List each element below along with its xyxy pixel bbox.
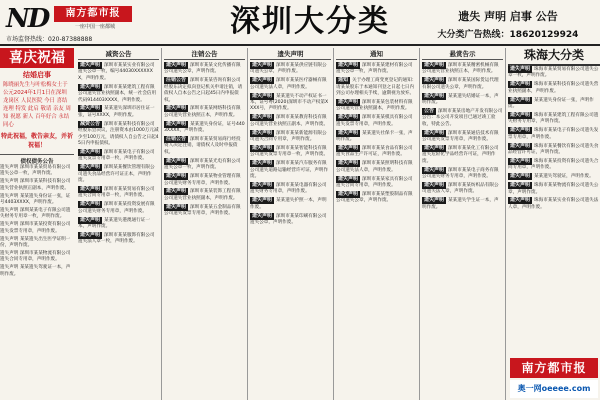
ad-tag: 公告 bbox=[424, 107, 435, 114]
classified-ad bbox=[422, 197, 503, 211]
ad-tag: 遗失声明 bbox=[252, 114, 273, 121]
classified-ad bbox=[164, 136, 245, 156]
ad-tag: 遗失声明 bbox=[252, 92, 273, 99]
ad-text: 某某遗失不动产权证书一本，证号粤(2020)深圳市不动产权第XXXX号，声明作废。 bbox=[250, 93, 329, 112]
ad-text: 某某遗失护照一本，声明作废。 bbox=[250, 198, 327, 210]
classified-ad bbox=[78, 149, 159, 163]
column-body bbox=[78, 62, 159, 246]
column-head: 减资公告 bbox=[78, 48, 159, 60]
zhuhai-title: 珠海大分类 bbox=[508, 48, 600, 66]
classified-ad bbox=[508, 66, 600, 80]
ad-tag: 遗失声明 bbox=[166, 157, 187, 164]
ad-tag: 遗失声明 bbox=[424, 144, 445, 151]
ad-text: 珠海市某某物流有限公司遗失公章，声明作废。 bbox=[508, 183, 599, 195]
ad-hotline: 大分类广告热线：18620129924 bbox=[437, 30, 579, 40]
ad-tag: 遗失声明 bbox=[510, 142, 531, 149]
ad-text: 深圳市某某通信技术有限公司遗失发票专用章，声明作废。 bbox=[422, 130, 499, 143]
ad-tag: 遗失声明 bbox=[510, 81, 531, 88]
ad-tag: 遗失声明 bbox=[80, 148, 101, 155]
logo-mark: ND bbox=[6, 4, 49, 34]
ad-tag: 遗失声明 bbox=[510, 111, 531, 118]
ad-text: 深圳市某某光电有限公司遗失公章一枚，声明作废。 bbox=[164, 158, 241, 171]
ad-text: 深圳市某某供应链有限公司遗失公章，声明作废。 bbox=[250, 63, 327, 75]
ad-text: 珠海市某某贸易有限公司遗失公章一枚，声明作废。 bbox=[508, 67, 599, 79]
classified-ad bbox=[422, 93, 503, 107]
classified-ad bbox=[78, 201, 159, 215]
classified-ad bbox=[336, 191, 417, 205]
classified-ad bbox=[336, 130, 417, 144]
ad-tag: 遗失声明 bbox=[252, 129, 273, 136]
ad-text: 深圳市某某文化传播有限公司遗失公章，声明作废。 bbox=[164, 63, 241, 75]
ad-text: 某某遗失结婚证一本，声明作废。 bbox=[422, 93, 499, 106]
classified-ad bbox=[164, 158, 245, 172]
ad-tag: 遗失声明 bbox=[338, 114, 359, 121]
ad-tag: 遗失声明 bbox=[252, 197, 273, 204]
classified-ad: 遗失声明 深圳市某某科技有限公司遗失营业执照正副本，声明作废。 bbox=[0, 179, 71, 191]
zhuhai-column bbox=[508, 48, 600, 400]
ad-tag: 遗失声明 bbox=[80, 185, 101, 192]
logo-tagline: 一座中国一座都城 bbox=[74, 24, 115, 30]
ad-tag: 遗失声明 bbox=[252, 62, 273, 68]
ad-text: 深圳市某某房地产开发有限公司公告：本公司开发项目已通过竣工验收，特此公告。 bbox=[422, 108, 503, 127]
ad-text: 某某遗失身份证一张，声明作废。 bbox=[508, 97, 594, 110]
ad-tag: 通知 bbox=[338, 77, 349, 84]
ad-tag: 遗失声明 bbox=[80, 164, 101, 171]
classified-ad bbox=[508, 112, 600, 126]
column-body bbox=[250, 62, 331, 226]
ad-text: 珠海市某某实业有限公司遗失法人章，声明作废。 bbox=[508, 198, 599, 210]
ad-tag: 遗失声明 bbox=[424, 129, 445, 136]
classified-ad bbox=[508, 158, 600, 172]
classified-ad bbox=[250, 213, 331, 227]
page-title: 深圳大分类 bbox=[230, 4, 390, 39]
hotline-left: 市场监督热线：020-87388888 bbox=[6, 36, 93, 43]
ad-text: 深圳市某某网络科技有限公司遗失营业执照正本，声明作废。 bbox=[164, 106, 241, 118]
ad-tag: 遗失声明 bbox=[252, 77, 273, 84]
ad-text: 深圳市某某食品有限公司遗失食品生产许可证，声明作废。 bbox=[336, 145, 413, 158]
masthead bbox=[0, 0, 600, 42]
ad-text: 深圳市某某照明科技有限公司遗失法人章，声明作废。 bbox=[336, 161, 413, 173]
ad-tag: 遗失声明 bbox=[338, 129, 359, 136]
ad-text: 深圳市某某教育科技有限公司遗失营业执照正副本，声明作废。 bbox=[250, 115, 329, 127]
ad-text: 深圳市某某建筑工程有限公司遗失营业执照副本，统一社会信用代码914403XXXX，声明作废。 bbox=[78, 84, 157, 103]
ad-text: 珠海市某某餐饮有限公司遗失食品经营许可证，声明作废。 bbox=[508, 143, 599, 155]
ad-text: 深圳市某某新能源有限公司遗失合同专用章，声明作废。 bbox=[250, 130, 327, 143]
ad-tag: 遗失声明 bbox=[338, 160, 359, 167]
ad-tag: 减资公告 bbox=[80, 120, 101, 127]
classified-ad: 遗失声明 某某遗失身份证一张，证号4403XXXX，声明作废。 bbox=[0, 193, 71, 206]
classified-ad: 遗失声明 深圳市某某物流有限公司遗失合同专用章，声明作废。 bbox=[0, 250, 71, 263]
classified-ad: 遗失声明 某某遗失驾驶证一本，声明作废。 bbox=[0, 265, 71, 277]
classified-ad bbox=[250, 197, 331, 211]
classified-ad: 遗失声明 深圳某某电子有限公司遗失财务专用章一枚，声明作废。 bbox=[0, 207, 71, 220]
title-right-line1: 遗失 声明 启事 公告 bbox=[458, 10, 558, 23]
ad-text: 深圳市某某五金制品有限公司遗失发票专用章，声明作废。 bbox=[164, 204, 241, 217]
ad-tag: 遗失声明 bbox=[424, 92, 445, 99]
classified-ad bbox=[422, 182, 503, 196]
ad-text: 深圳市某某贸易有限公司遗失合同专用章一枚，声明作废。 bbox=[78, 186, 155, 199]
footer-url[interactable]: 奥一网oeeee.com bbox=[510, 380, 598, 398]
ad-text: 深圳市某某汽车服务有限公司遗失道路运输经营许可证，声明作废。 bbox=[250, 161, 329, 180]
ad-text: 某某遗失深圳市居住证一张，证号XXXX，声明作废。 bbox=[78, 106, 155, 118]
classified-ad: 遗失声明 某某遗失出生医学证明一份，声明作废。 bbox=[0, 236, 71, 248]
classified-ad bbox=[508, 182, 600, 196]
ad-text: 深圳市某某电子商务有限公司遗失财务专用章，声明作废。 bbox=[422, 167, 499, 180]
classified-ad bbox=[508, 97, 600, 111]
ad-tag: 注销公告 bbox=[166, 136, 187, 143]
ad-tag: 遗失声明 bbox=[510, 66, 531, 72]
ad-text: 深圳市某某实业有限公司遗失公章一枚，编号44030XXXXXXX，声明作废。 bbox=[78, 63, 155, 81]
title-right bbox=[420, 8, 596, 40]
classified-ad bbox=[336, 160, 417, 174]
ad-text: 深圳某某餐饮管理有限公司遗失食品经营许可证正本，声明作废。 bbox=[78, 165, 155, 183]
column-body bbox=[422, 62, 503, 211]
classified-ad: 遗失声明 深圳市某某贸易有限公司遗失公章一枚，声明作废。 bbox=[0, 165, 71, 177]
ad-column-4 bbox=[334, 48, 420, 400]
classified-ad bbox=[78, 217, 159, 231]
ad-text: 某某遗失学生证一本，声明作废。 bbox=[422, 198, 499, 210]
classified-ad bbox=[336, 99, 417, 113]
ad-text: 深圳市某某科技有限公司经股东会决议，注册资本由1000万元减少至100万元，请债权人自公告之日起45日内申报债权。 bbox=[78, 121, 159, 146]
ad-text: 珠海市某某电子有限公司遗失发票专用章，声明作废。 bbox=[508, 128, 599, 140]
ad-column-3 bbox=[248, 48, 334, 400]
classified-ad bbox=[422, 62, 503, 76]
ad-text: 深圳市某某咨询有限公司经股东决定拟向登记机关申请注销，请债权人自本公告之日起45日内申报债权。 bbox=[164, 78, 243, 103]
ad-tag: 遗失声明 bbox=[338, 62, 359, 68]
classified-ad bbox=[250, 182, 331, 196]
ad-text: 深圳市某某物业管理有限公司遗失财务专用章，声明作废。 bbox=[164, 174, 241, 186]
ad-tag: 遗失声明 bbox=[166, 203, 187, 210]
ad-tag: 遗失声明 bbox=[510, 197, 531, 204]
ad-text: 深圳市某某投资发展有限公司遗失财务专用章，声明作废。 bbox=[78, 202, 155, 214]
classified-ad bbox=[164, 77, 245, 104]
ad-text: 深圳市某某电子有限公司遗失发票专用章一枚，声明作废。 bbox=[78, 149, 155, 162]
column-head: 遗失声明 bbox=[250, 48, 331, 60]
ad-text: 深圳市某某包装材料有限公司遗失营业执照副本，声明作废。 bbox=[336, 100, 413, 112]
classified-ad bbox=[508, 127, 600, 141]
ad-tag: 遗失声明 bbox=[510, 157, 531, 164]
classified-ad bbox=[336, 114, 417, 128]
celebration-column bbox=[0, 48, 74, 400]
ad-text: 深圳市某某建材有限公司遗失公章一枚，声明作废。 bbox=[336, 63, 413, 75]
ad-tag: 遗失声明 bbox=[510, 127, 531, 134]
classified-ad bbox=[78, 84, 159, 104]
classified-ad bbox=[336, 77, 417, 97]
ad-tag: 遗失声明 bbox=[510, 96, 531, 103]
ad-tag: 遗失声明 bbox=[166, 173, 187, 180]
classified-ad bbox=[422, 145, 503, 165]
ad-text: 深圳市某某服饰有限公司遗失法人章一枚，声明作废。 bbox=[78, 232, 155, 245]
ad-tag: 遗失声明 bbox=[424, 197, 445, 204]
ad-text: 深圳市某某模具有限公司遗失发票专用章，声明作废。 bbox=[336, 115, 413, 127]
ad-tag: 遗失声明 bbox=[80, 83, 101, 90]
classified-ad bbox=[164, 62, 245, 76]
classified-ad bbox=[422, 108, 503, 128]
ad-tag: 遗失声明 bbox=[510, 173, 531, 180]
ad-text: 深圳市某某化工有限公司遗失危险化学品经营许可证，声明作废。 bbox=[422, 145, 499, 164]
celebration-banner: 喜庆祝福 bbox=[0, 48, 74, 68]
ad-text: 关于办理工商变更登记的通知：请某某股东于本通知刊登之日起七日内到公司办理相关手续，逾期视为放弃。 bbox=[336, 78, 417, 97]
ad-column-2 bbox=[162, 48, 248, 400]
ad-tag: 遗失声明 bbox=[424, 77, 445, 84]
ad-column-1 bbox=[76, 48, 162, 400]
ad-tag: 遗失声明 bbox=[80, 62, 101, 68]
classified-ad bbox=[78, 62, 159, 82]
marriage-wish: 特此祝福，敬告亲友，并祈祝福！ bbox=[0, 133, 73, 149]
classified-ad bbox=[422, 77, 503, 91]
classified-ad bbox=[78, 121, 159, 148]
classified-ad bbox=[250, 130, 331, 144]
ad-text: 某某遗失驾驶证，声明作废。 bbox=[534, 174, 594, 180]
ad-text: 深圳市某某纺织品有限公司遗失法人章，声明作废。 bbox=[422, 183, 499, 195]
ad-tag: 遗失声明 bbox=[166, 120, 187, 127]
ad-tag: 遗失声明 bbox=[80, 216, 101, 223]
classified-ad bbox=[164, 121, 245, 135]
ad-text: 深圳市某某智能科技有限公司遗失发票专用章一枚，声明作废。 bbox=[250, 145, 329, 158]
classified-ad bbox=[422, 130, 503, 144]
left-items bbox=[0, 165, 74, 278]
ad-text: 深圳市某某印刷有限公司遗失公章，声明作废。 bbox=[250, 213, 327, 226]
classified-ad bbox=[250, 145, 331, 159]
classified-ad bbox=[336, 145, 417, 159]
classified-ad bbox=[250, 93, 331, 113]
ad-tag: 遗失声明 bbox=[424, 62, 445, 68]
classified-ad bbox=[78, 164, 159, 184]
classified-ad bbox=[78, 232, 159, 246]
ad-tag: 遗失声明 bbox=[80, 231, 101, 238]
ad-tag: 遗失声明 bbox=[338, 99, 359, 106]
classified-ad: 遗失声明 深圳市某某投资有限公司遗失发票专用章，声明作废。 bbox=[0, 222, 71, 234]
ad-text: 深圳市某某装饰工程有限公司遗失营业执照副本，声明作废。 bbox=[164, 189, 241, 201]
ad-tag: 遗失声明 bbox=[166, 62, 187, 68]
ad-tag: 遗失声明 bbox=[338, 190, 359, 197]
ad-text: 珠海市某某科技有限公司遗失营业执照副本，声明作废。 bbox=[508, 82, 599, 94]
classified-ad bbox=[508, 81, 600, 95]
column-body bbox=[164, 62, 245, 218]
ad-column-5 bbox=[420, 48, 506, 400]
classified-ad bbox=[336, 62, 417, 76]
top-rule bbox=[0, 44, 600, 46]
ad-text: 某某遗失身份证，证号4403XXXX，声明作废。 bbox=[164, 121, 245, 134]
ad-tag: 遗失声明 bbox=[166, 105, 187, 112]
ad-tag: 遗失声明 bbox=[252, 212, 273, 219]
classified-ad bbox=[78, 105, 159, 119]
classified-ad bbox=[164, 173, 245, 187]
ad-tag: 注销公告 bbox=[166, 77, 187, 84]
classified-ad bbox=[250, 160, 331, 180]
classified-ad bbox=[508, 143, 600, 157]
column-head: 注销公告 bbox=[164, 48, 245, 60]
marriage-notice-title: 结婚启事 bbox=[23, 71, 51, 79]
classified-ad bbox=[422, 167, 503, 181]
ad-tag: 遗失声明 bbox=[252, 160, 273, 167]
ad-text: 深圳市某某电器有限公司遗失财务专用章，声明作废。 bbox=[250, 183, 327, 195]
ad-text: 深圳市某某国际货运代理有限公司遗失公章，声明作废。 bbox=[422, 78, 499, 90]
right-items bbox=[508, 66, 600, 211]
classified-ad bbox=[508, 197, 600, 211]
ad-text: 深圳市某某精密机械有限公司遗失营业执照正本，声明作废。 bbox=[422, 63, 499, 75]
ad-text: 某某遗失港澳通行证一本，声明作废。 bbox=[78, 217, 150, 229]
column-head: 通知 bbox=[336, 48, 417, 60]
ad-tag: 遗失声明 bbox=[424, 166, 445, 173]
logo-name: 南方都市报 bbox=[54, 6, 132, 22]
ad-tag: 遗失声明 bbox=[424, 182, 445, 188]
ad-tag: 遗失声明 bbox=[338, 144, 359, 151]
ad-text: 深圳市某某医疗器械有限公司遗失法人章，声明作废。 bbox=[250, 78, 327, 90]
ad-tag: 遗失声明 bbox=[166, 188, 187, 195]
classified-ad bbox=[250, 77, 331, 91]
classified-ad bbox=[164, 188, 245, 202]
ad-text: 深圳市某某塑胶制品有限公司遗失公章，声明作废。 bbox=[336, 191, 413, 204]
classified-ad bbox=[250, 62, 331, 76]
ad-tag: 遗失声明 bbox=[510, 182, 531, 189]
ad-text: 深圳市某某家具有限公司遗失合同专用章，声明作废。 bbox=[336, 176, 413, 188]
debt-notice-title: 债权债务公告 bbox=[0, 154, 74, 165]
ad-text: 珠海市某某投资有限公司遗失合同专用章，声明作废。 bbox=[508, 158, 599, 171]
classified-ad bbox=[164, 105, 245, 119]
ad-tag: 遗失声明 bbox=[80, 105, 101, 112]
classified-ad bbox=[164, 204, 245, 218]
ad-tag: 遗失声明 bbox=[252, 182, 273, 188]
ad-tag: 遗失声明 bbox=[252, 144, 273, 151]
ad-text: 深圳市某某贸易商行经投资人决定注销，请债权人及时申报债权。 bbox=[164, 137, 241, 155]
ad-text: 珠海市某某建筑工程有限公司遗失财务专用章，声明作废。 bbox=[508, 112, 599, 125]
ad-tag: 遗失声明 bbox=[338, 175, 359, 182]
column-body bbox=[336, 62, 417, 205]
classified-ad bbox=[508, 173, 600, 180]
column-head: 悬赏告示 bbox=[422, 48, 503, 60]
classified-ad bbox=[250, 114, 331, 128]
ad-text: 某某遗失社保卡一张，声明作废。 bbox=[336, 130, 413, 143]
classified-ad bbox=[336, 176, 417, 190]
marriage-notice-text: 陈晓丽先生与叶松梅女士于公元2024年1月1日在深圳 龙岗区 人民医院 今日 喜结连理 特发 此启 敬请 亲友 周知 祝愿 新人 百年好合 永结同心 bbox=[3, 82, 71, 128]
ad-tag: 遗失声明 bbox=[80, 201, 101, 208]
classified-ad bbox=[78, 186, 159, 200]
footer-logo: 南方都市报 bbox=[510, 358, 598, 378]
